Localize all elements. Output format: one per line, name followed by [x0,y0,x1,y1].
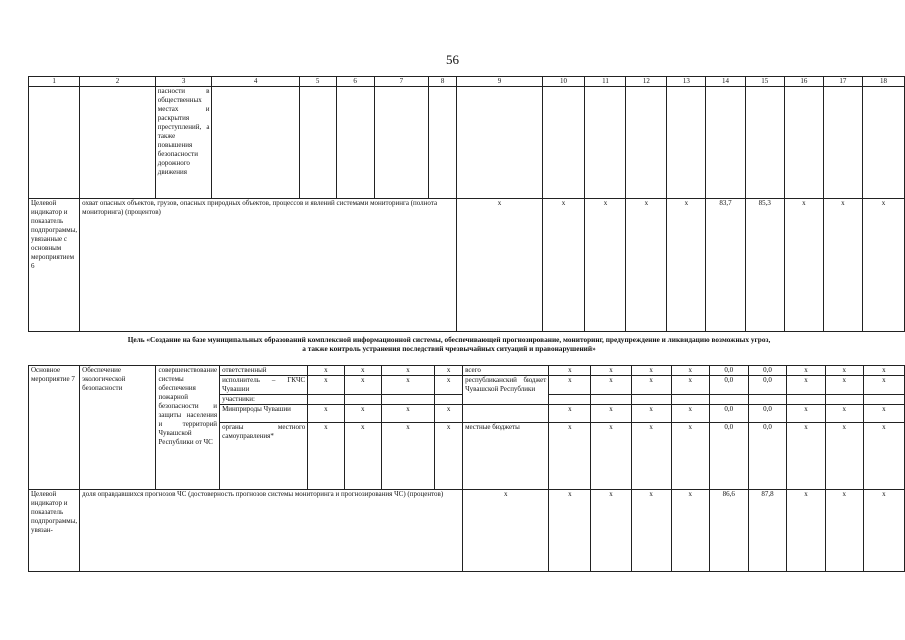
event-label: Основное мероприятие 7 [29,366,80,490]
column-number: 17 [823,77,862,87]
column-number: 9 [457,77,542,87]
indicator-value: x [542,199,585,332]
value-cell: x [631,366,671,376]
mark-cell: x [308,366,344,376]
column-number: 6 [336,77,374,87]
indicator-value: 83,7 [706,199,745,332]
column-number: 2 [80,77,156,87]
mark-cell: x [381,376,434,395]
value-cell: x [631,423,671,490]
value-cell: 0,0 [748,405,787,423]
executor-cell: исполнитель – ГКЧС Чувашии [220,376,308,395]
value-cell: x [631,405,671,423]
indicator-value: x [591,490,631,572]
value-cell: x [787,366,825,376]
column-number: 15 [745,77,784,87]
indicator-value: x [863,490,904,572]
indicator-value: 87,8 [748,490,787,572]
value-cell: x [825,376,863,395]
value-cell: x [825,423,863,490]
value-cell: 0,0 [709,423,748,490]
value-cell: x [591,376,631,395]
value-cell: 0,0 [709,405,748,423]
mark-cell: x [381,423,434,490]
value-cell: x [825,366,863,376]
value-cell: x [549,405,591,423]
mark-cell: x [344,423,381,490]
value-cell: x [549,423,591,490]
page-number: 56 [446,52,459,67]
event-row [29,366,905,376]
mark-cell: x [435,366,463,376]
value-cell: x [863,366,904,376]
goal-line-2: а также контроль устранения последствий чрезвычайных ситуаций и правонарушений» [302,344,596,353]
column-number-row [29,77,905,87]
indicator-value: x [457,199,542,332]
mark-cell: x [308,376,344,395]
value-cell: x [671,405,709,423]
program-table-lower [28,365,905,572]
continued-row [29,87,905,199]
column-number: 12 [626,77,667,87]
executor-cell: ответственный [220,366,308,376]
column-number: 13 [667,77,706,87]
indicator-value: x [862,199,904,332]
value-cell: 0,0 [748,376,787,395]
mark-cell: x [435,376,463,395]
value-cell: x [591,366,631,376]
mark-cell: x [308,423,344,490]
indicator-value: x [825,490,863,572]
indicator-value: x [549,490,591,572]
executor-cell: Минприроды Чувашии [220,405,308,423]
value-cell: 0,0 [709,376,748,395]
value-cell: x [787,376,825,395]
funding-source: республиканский бюджет Чувашской Республики [463,376,549,405]
column-number: 18 [862,77,904,87]
column-number: 16 [784,77,823,87]
column-number: 5 [299,77,336,87]
indicator-description: доля оправдавшихся прогнозов ЧС (достоверность прогнозов системы мониторинга и прогнозирования ЧС) (процентов) [80,490,463,572]
value-cell: x [671,366,709,376]
mark-cell: x [344,376,381,395]
indicator-value: x [667,199,706,332]
value-cell: 0,0 [748,366,787,376]
mark-cell: x [435,405,463,423]
indicator-label: Целевой индикатор и показатель подпрограммы, увязанные с основным мероприятием 6 [29,199,80,332]
column-number: 14 [706,77,745,87]
column-number: 7 [374,77,428,87]
goal-line-1: Цель «Создание на базе муниципальных образований комплексной информационной системы, обеспечивающей прогнозирование, мониторинг, предупреждение и ликвидацию возможных угроз, [127,335,771,344]
mark-cell: x [344,366,381,376]
column-number: 8 [429,77,457,87]
value-cell: x [671,376,709,395]
funding-source: местные бюджеты [463,423,549,490]
value-cell: 0,0 [748,423,787,490]
executor-cell: участники: [220,395,308,405]
mark-cell: x [435,423,463,490]
indicator-label: Целевой индикатор и показатель подпрограммы, увязан- [29,490,80,572]
task-continued: пасности в общественных местах и раскрытия преступлений, а также повышения безопасности дорожного движения [155,87,212,199]
funding-source: всего [463,366,549,376]
indicator-value: x [784,199,823,332]
value-cell: x [863,405,904,423]
value-cell: x [549,376,591,395]
indicator-value: x [626,199,667,332]
event-goal: совершенствование системы обеспечения пожарной безопасности и защиты населения и территорий Чувашской Республики от ЧС [156,366,220,490]
indicator-description: охват опасных объектов, грузов, опасных природных объектов, процессов и явлений системами мониторинга (полнота мониторинга) (процентов) [80,199,457,332]
column-number: 1 [29,77,80,87]
value-cell: x [863,376,904,395]
indicator-row-7 [29,490,905,572]
indicator-value: x [823,199,862,332]
indicator-value: x [787,490,825,572]
value-cell: x [787,405,825,423]
value-cell: x [591,405,631,423]
indicator-value: 85,3 [745,199,784,332]
value-cell: x [671,423,709,490]
value-cell: x [825,405,863,423]
indicator-value: 86,6 [709,490,748,572]
mark-cell: x [381,405,434,423]
value-cell: x [549,366,591,376]
mark-cell: x [308,405,344,423]
value-cell: 0,0 [709,366,748,376]
program-table-upper [28,76,905,332]
event-name: Обеспечение экологической безопасности [80,366,156,490]
value-cell: x [863,423,904,490]
value-cell: x [631,376,671,395]
indicator-value: x [585,199,626,332]
funding-source [463,405,549,423]
indicator-value: x [671,490,709,572]
indicator-row-6 [29,199,905,332]
column-number: 10 [542,77,585,87]
value-cell: x [787,423,825,490]
value-cell: x [591,423,631,490]
indicator-value: x [463,490,549,572]
executor-cell: органы местного самоуправления* [220,423,308,490]
column-number: 4 [212,77,299,87]
column-number: 3 [155,77,212,87]
column-number: 11 [585,77,626,87]
mark-cell: x [344,405,381,423]
indicator-value: x [631,490,671,572]
goal-heading [28,335,870,353]
mark-cell: x [381,366,434,376]
